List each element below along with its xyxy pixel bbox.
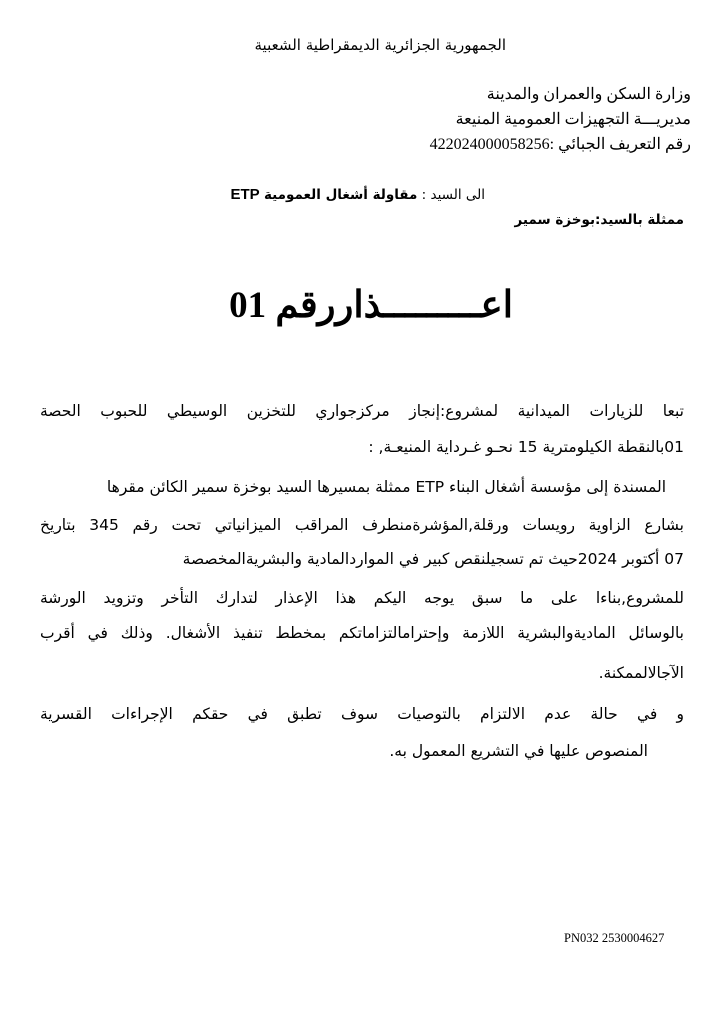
body-line: و في حالة عدم الالتزام بالتوصيات سوف تطبق في حقكم الإجراءات القسرية [40,705,684,723]
recipient-prefix: الى السيد : [421,187,485,203]
body-line: تبعا للزيارات الميدانية لمشروع:إنجاز مركزجواري للتخزين الوسيطي للحبوب الحصة [40,402,684,420]
directorate-name: مديريـــة التجهيزات العمومية المنيعة [455,111,691,128]
recipient-company: مقاولة أشغال العمومية [263,187,418,203]
recipient-company-code: ETP [230,186,260,203]
country-heading: الجمهورية الجزائرية الديمقراطية الشعبية [254,36,506,54]
notice-title: اعـــــــــذاررقم 01 [229,285,513,326]
footer-reference: PN032 2530004627 [564,931,665,945]
tax-id: رقم التعريف الجبائي :422024000058256 [429,136,691,153]
body-line: الآجالالممكنة. [598,664,684,682]
recipient-line [231,186,486,203]
body-line: للمشروع,بناءا على ما سبق يوجه اليكم هذا الإعذار لتدارك التأخر وتزويد الورشة [40,589,684,607]
body-line: بشارع الزاوية رويسات ورقلة,المؤشرةمنطرف المراقب الميزانياتي تحت رقم 345 بتاريخ [40,516,684,534]
body-line: بالوسائل الماديةوالبشرية اللازمة وإحترامالتزاماتكم بمخطط تنفيذ الأشغال. وذلك في أقرب [40,624,684,642]
body-line: 07 أكتوبر 2024حيث تم تسجيلنقص كبير في المواردالمادية والبشريةالمخصصة [182,550,684,568]
body-line: المنصوص عليها في التشريع المعمول به. [389,742,648,760]
body-line: 01بالنقطة الكيلومترية 15 نحـو غـرداية المنيعـة, : [368,438,684,456]
representative-line: ممثلة بالسيد:بوخزة سمير [514,212,684,228]
ministry-name: وزارة السكن والعمران والمدينة [486,86,691,103]
body-line: المسندة إلى مؤسسة أشغال البناء ETP ممثلة بمسيرها السيد بوخزة سمير الكائن مقرها [106,478,666,496]
